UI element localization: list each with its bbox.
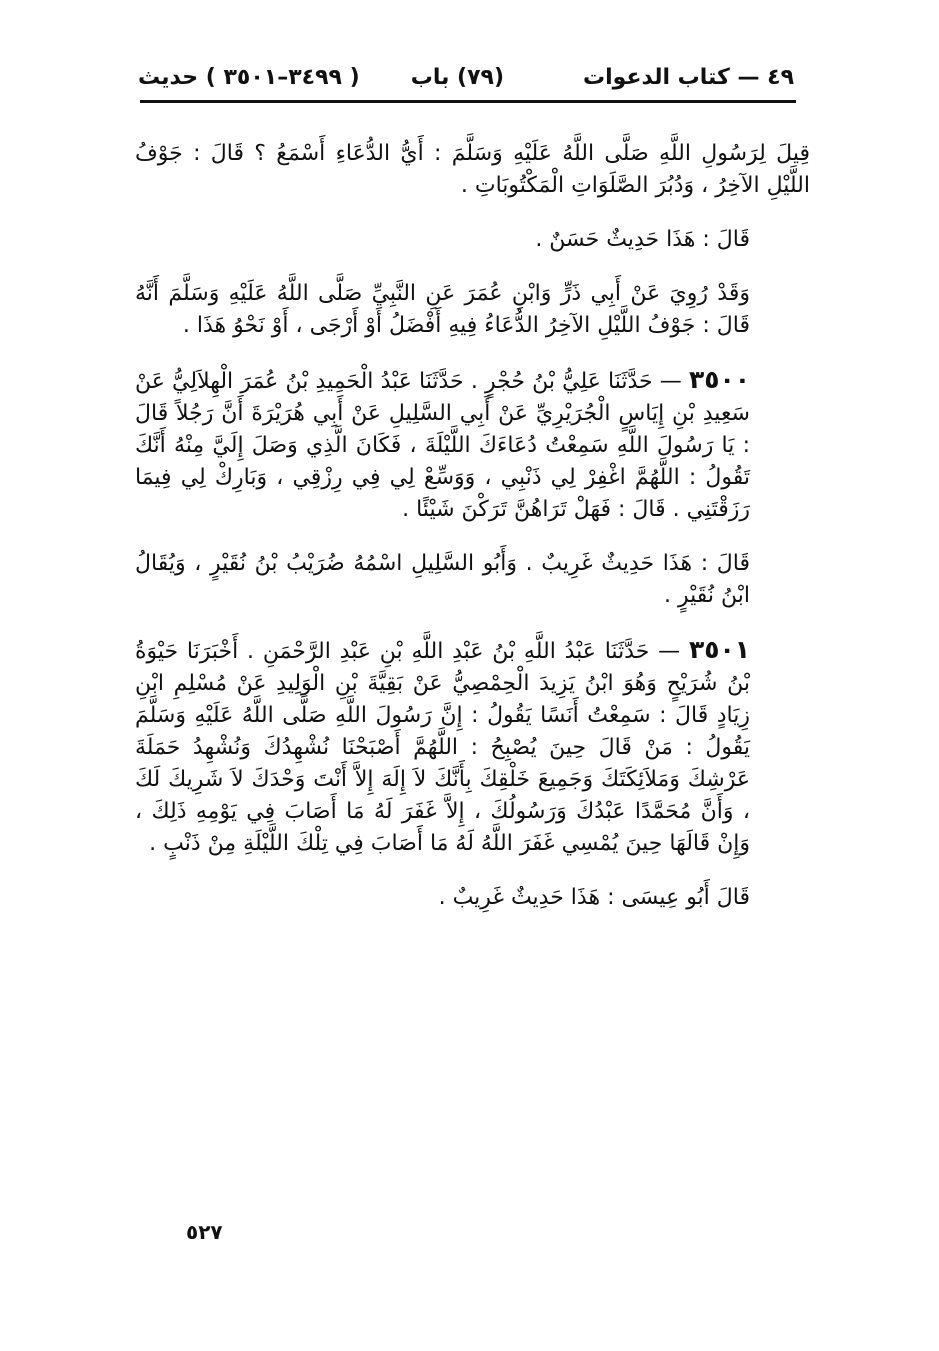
header-rule <box>140 100 796 103</box>
paragraph-riwayah <box>135 278 810 342</box>
paragraph-text: وَقَدْ رُوِيَ عَنْ أَبِي ذَرٍّ وَابْنِ عُمَرَ عَنِ النَّبِيِّ صَلَّى اللَّهُ عَلَيْهِ وَسَلَّمَ أَنَّهُ قَالَ : جَوْفُ اللَّيْلِ الآخِرُ الدُّعَاءُ فِيهِ أَفْضَلُ أَوْ أَرْجَى ، أَوْ نَحْوُ هَذَا . <box>135 281 750 338</box>
header-bab: (٧٩) باب <box>410 65 504 90</box>
paragraph-intro <box>135 138 810 202</box>
paragraph-text: قَالَ : هَذَا حَدِيثٌ حَسَنٌ . <box>535 227 750 252</box>
paragraph-grading-gharib <box>135 548 810 612</box>
paragraph-text: قِيلَ لِرَسُولِ اللَّهِ صَلَّى اللَّهُ عَلَيْهِ وَسَلَّمَ : أَيُّ الدُّعَاءِ أَسْمَعُ ؟ قَالَ : جَوْفُ اللَّيْلِ الآخِرُ ، وَدُبُرَ الصَّلَوَاتِ الْمَكْتُوبَاتِ . <box>135 141 810 198</box>
paragraph-hadith-3501 <box>135 634 810 860</box>
paragraph-grading-hasan <box>135 224 810 256</box>
hadith-number: ٣٥٠٠ <box>688 365 751 394</box>
paragraph-text: قَالَ : هَذَا حَدِيثٌ غَرِيبٌ . وَأَبُو السَّلِيلِ اسْمُهُ ضُرَيْبُ بْنُ نُقَيْرٍ ، وَيُقَالُ ابْنُ نُقَيْرٍ . <box>135 551 750 608</box>
page-number: ٥٢٧ <box>186 1220 223 1244</box>
header-book-title: ٤٩ — كتاب الدعوات <box>583 65 794 90</box>
paragraph-text: — حَدَّثَنَا عَلِيُّ بْنُ حُجْرٍ . حَدَّثَنَا عَبْدُ الْحَمِيدِ بْنُ عُمَرَ الْهِلاَلِيُّ عَنْ سَعِيدِ بْنِ إِيَاسٍ الْجُرَيْرِيِّ عَنْ أَبِي السَّلِيلِ عَنْ أَبِي هُرَيْرَةَ أَنَّ رَجُلاً قَالَ : يَا رَسُولَ اللَّهِ سَمِعْتُ دُعَاءَكَ اللَّيْلَةَ ، فَكَانَ الَّذِي وَصَلَ إِلَيَّ مِنْهُ أَنَّكَ تَقُولُ : اللَّهُمَّ اغْفِرْ لِي ذَنْبِي ، وَوَسِّعْ لِي فِي رِزْقِي ، وَبَارِكْ لِي فِيمَا رَزَقْتَنِي . قَالَ : فَهَلْ تَرَاهُنَّ تَرَكْنَ شَيْئًا . <box>135 369 750 522</box>
body-text <box>135 138 810 936</box>
header-hadith-range: ( ٣٤٩٩–٣٥٠١ ) حديث <box>138 65 360 90</box>
paragraph-text: قَالَ أَبُو عِيسَى : هَذَا حَدِيثٌ غَرِيبٌ . <box>438 885 750 910</box>
paragraph-hadith-3500 <box>135 364 810 526</box>
paragraph-abu-isa <box>135 882 810 914</box>
paragraph-text: — حَدَّثَنَا عَبْدُ اللَّهِ بْنُ عَبْدِ اللَّهِ بْنِ عَبْدِ الرَّحْمَنِ . أَخْبَرَنَا حَيْوَةُ بْنُ شُرَيْحٍ وَهُوَ ابْنُ يَزِيدَ الْحِمْصِيُّ عَنْ بَقِيَّةَ بْنِ الْوَلِيدِ عَنْ مُسْلِمِ ابْنِ زِيَادٍ قَالَ : سَمِعْتُ أَنَسًا يَقُولُ : إِنَّ رَسُولَ اللَّهِ صَلَّى اللَّهُ عَلَيْهِ وَسَلَّمَ يَقُولُ : مَنْ قَالَ حِينَ يُصْبِحُ : اللَّهُمَّ أَصْبَحْنَا نُشْهِدُكَ وَنُشْهِدُ حَمَلَةَ عَرْشِكَ وَمَلاَئِكَتَكَ وَجَمِيعَ خَلْقِكَ بِأَنَّكَ لاَ إِلَهَ إِلاَّ أَنْتَ وَحْدَكَ لاَ شَرِيكَ لَكَ ، وَأَنَّ مُحَمَّدًا عَبْدُكَ وَرَسُولُكَ ، إِلاَّ غَفَرَ لَهُ مَا أَصَابَ فِي يَوْمِهِ ذَلِكَ ، وَإِنْ قَالَهَا حِينَ يُمْسِي غَفَرَ اللَّهُ لَهُ مَا أَصَابَ فِي تِلْكَ اللَّيْلَةِ مِنْ ذَنْبٍ . <box>135 639 750 856</box>
running-header <box>138 58 794 98</box>
hadith-number: ٣٥٠١ <box>688 635 750 664</box>
